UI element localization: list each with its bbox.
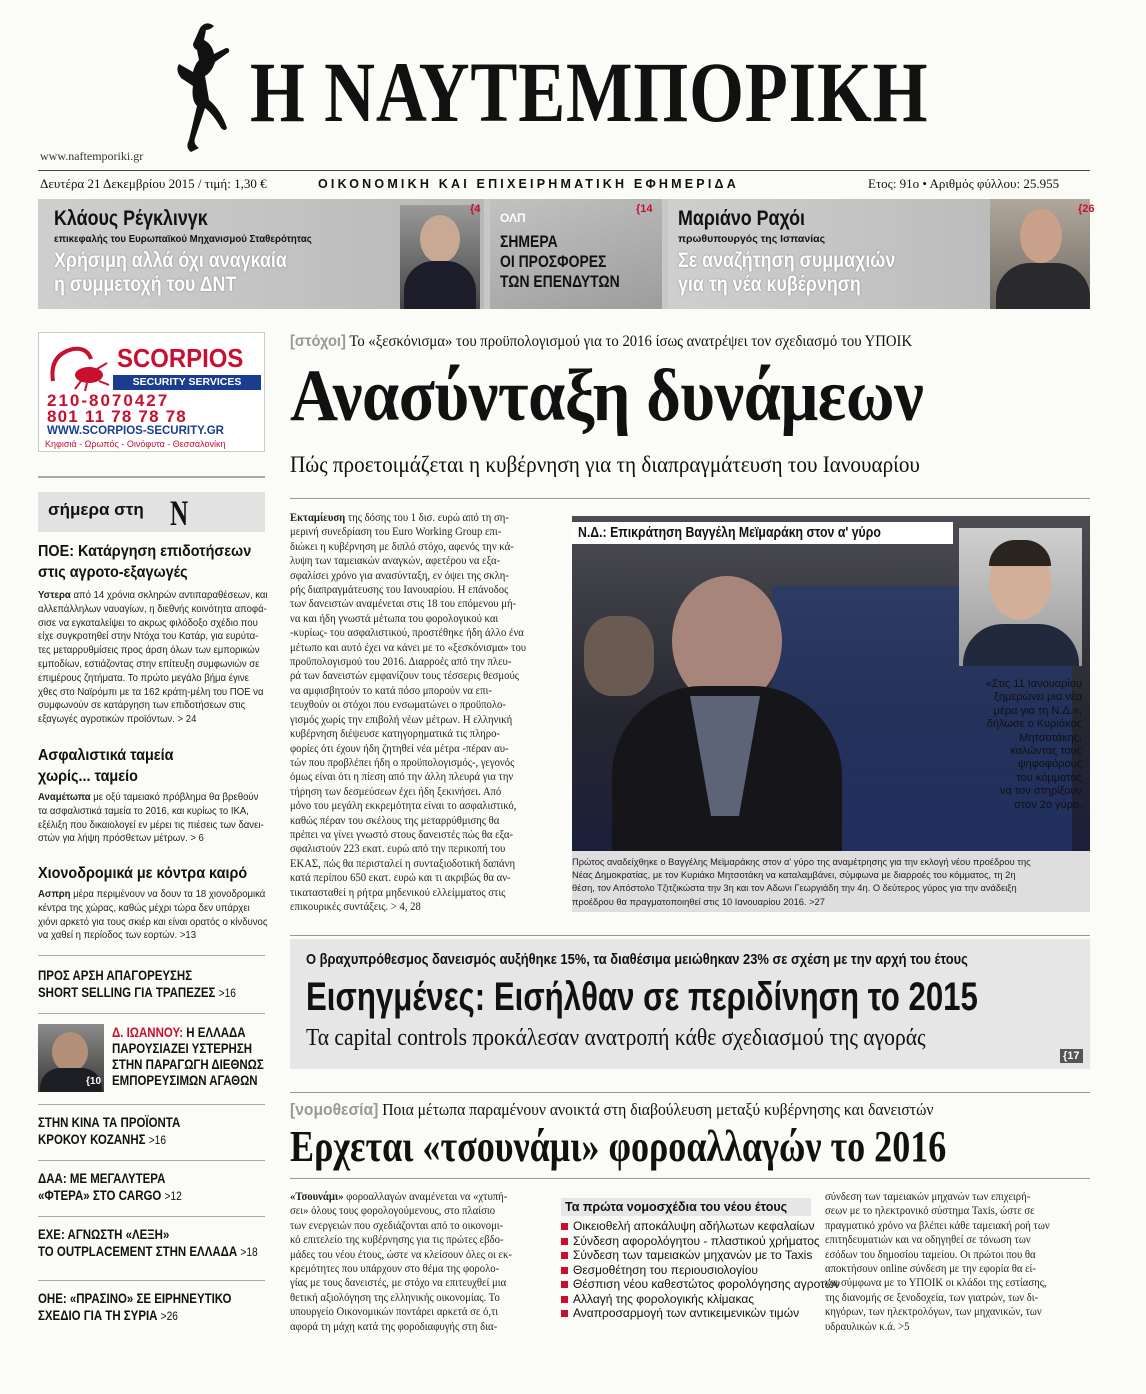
tax-body-line: κό επιτελείο της κυβέρνησης για τις πρώτες εβδο-: [290, 1233, 504, 1247]
ioannou-text: ΣΤΗΝ ΠΑΡΑΓΩΓΗ ΔΙΕΘΝΩΣ: [112, 1057, 264, 1072]
tax-body-right: [825, 1190, 1090, 1334]
today-in-n: [38, 492, 265, 532]
promo-regling-page: {4: [470, 203, 481, 215]
story-body-line: τες μεταρρυθμίσεις προς άρση όλων των εμπορικών: [38, 645, 260, 657]
issue-date-price: Δευτέρα 21 Δεκεμβρίου 2015 / τιμή: 1,30 €: [40, 176, 267, 191]
teaser-line: [38, 984, 236, 1002]
today-label: σήμερα στη: [48, 500, 144, 519]
quote-line: να τον στηρίξουν: [1000, 785, 1082, 798]
tax-body-line: θετική αξιολόγηση της ελληνικής οικονομίας. Το: [290, 1290, 500, 1304]
sidebar-story-2[interactable]: [38, 747, 265, 846]
lead-body-line: των δανειστών αναμένεται στις 18 του επόμενου μή-: [290, 597, 517, 611]
tax-list-item: Οικειοθελή αποκάλυψη αδήλωτων κεφαλαίων: [561, 1219, 811, 1234]
lead-body-line: όμως είναι ότι η πίεση από την άλλη πλευρά για την: [290, 770, 514, 784]
masthead-subtitle: ΟΙΚΟΝΟΜΙΚΗ ΚΑΙ ΕΠΙΧΕΙΡΗΜΑΤΙΚΗ ΕΦΗΜΕΡΙΔΑ: [318, 177, 739, 191]
promo-olp-headline-3: ΤΩΝ ΕΠΕΝΔΥΤΩΝ: [500, 272, 620, 291]
promo-regling-name: Κλάους Ρέγκλινγκ: [54, 207, 208, 230]
photo-banner: [572, 522, 953, 544]
listed-headline: Εισηγμένες: Εισήλθαν σε περιδίνηση το 2015: [306, 975, 978, 1019]
scorpios-ad[interactable]: [38, 332, 265, 452]
tax-body-line: σει» όλους τους φορολογούμενους, στο πλαίσιο: [290, 1204, 496, 1218]
lead-body-line: τών που προβλέπει ήδη ο προϋπολογισμός-, γεγονός: [290, 755, 515, 769]
teaser-outplacement[interactable]: [38, 1226, 296, 1261]
teaser-short-selling[interactable]: [38, 967, 271, 1002]
lead-body-line: φορίες ότι έχουν ήδη ζητηθεί νέα μέτρα -πέραν αυ-: [290, 741, 509, 755]
story-body-line: είχε συγκροτηθεί στην Ντόχα του Κατάρ, για ευρύτα-: [38, 631, 259, 643]
tax-body-line: μάδες του νέου έτους, ώστε να κλείσουν όλες οι εκ-: [290, 1247, 512, 1261]
lead-body-line: λυψη των ταμειακών αναγκών, αφετέρου να εξα-: [290, 554, 501, 568]
ioannou-page: {10: [86, 1076, 102, 1087]
teaser-page: >12: [164, 1189, 182, 1203]
top-strip: [38, 199, 1095, 309]
lead-body-line: διώκει η κυβέρνηση με διπλό στόχο, αφενός την κά-: [290, 539, 514, 553]
tax-list-item: Αναπροσαρμογή των αντικειμενικών τιμών: [561, 1306, 811, 1321]
tax-bills-list: [561, 1198, 841, 1321]
teaser-line: ΠΡΟΣ ΑΡΣΗ ΑΠΑΓΟΡΕΥΣΗΣ: [38, 968, 193, 983]
tax-body-line: υπουργείο Οικονομικών ποντάρει αρκετά σε ό,τι: [290, 1305, 499, 1319]
story-body-line: χιόνι αρκετό για τους σκιέρ και είναι ορατός ο κίνδυνος: [38, 916, 268, 928]
listed-kicker: Ο βραχυπρόθεσμος δανεισμός αυξήθηκε 15%, τα διαθέσιμα μειώθηκαν 23% σε σχέση με την αρχή του έτους: [306, 951, 968, 968]
tax-tag: [νομοθεσία]: [290, 1100, 379, 1119]
ioannou-text: Η ΕΛΛΑΔΑ: [186, 1025, 246, 1040]
story-body-line: συμφωνούν σε κατάργηση των επιδοτήσεων στις: [38, 700, 246, 712]
quote-line: στον 2ο γύρο.: [1014, 798, 1082, 811]
quote-line: του κόμματος: [1016, 771, 1082, 784]
promo-regling-role: επικεφαλής του Ευρωπαϊκού Μηχανισμού Σταθερότητας: [54, 233, 312, 245]
tax-kicker-text: Ποια μέτωπα παραμένουν ανοικτά στη διαβούλευση μεταξύ κυβέρνησης και δανειστών: [382, 1100, 934, 1119]
ioannou-text: ΠΑΡΟΥΣΙΑΖΕΙ ΥΣΤΕΡΗΣΗ: [112, 1041, 252, 1056]
story-body-line: αλλεπάλληλων ναυαγίων, η διεθνής κοινότητα αποφά-: [38, 603, 267, 615]
ad-phone-2: 801 11 78 78 78: [47, 407, 187, 426]
ad-url[interactable]: WWW.SCORPIOS-SECURITY.GR: [47, 425, 224, 437]
tax-list-item: Σύνδεση των ταμειακών μηχανών με το Taxis: [561, 1248, 811, 1263]
lead-body-line: μέτωπο και αυτό έχει να κάνει με το «ξεσκόνισμα» του: [290, 640, 527, 654]
promo-olp-headline-2: ΟΙ ΠΡΟΣΦΟΡΕΣ: [500, 252, 607, 271]
tax-body-left: [290, 1190, 548, 1334]
quote-line: μέρα για τη Ν.Δ.»,: [993, 704, 1082, 717]
tax-body-line: εσόδων του δημοσίου ταμείου. Οι πρώτοι που θα: [825, 1247, 1036, 1261]
story-title: χωρίς... ταμείο: [38, 768, 138, 785]
lead-body-line: να αμφισβητούν το κατά πόσο μπορούν να επι-: [290, 683, 492, 697]
story-body: [38, 791, 265, 846]
story-body-line: επιμέρους ζητήματα. Το πρώτο μεγάλο βήμα έγινε: [38, 672, 249, 684]
promo-rajoy-headline-1: Σε αναζήτηση συμμαχιών: [678, 249, 896, 272]
tax-list-item: Θέσπιση νέου καθεστώτος φορολόγησης αγροτών: [561, 1277, 811, 1292]
story-title: Χιονοδρομικά με κόντρα καιρό: [38, 865, 248, 882]
promo-regling[interactable]: [38, 199, 484, 309]
issue-number: Ετος: 91ο • Αριθμός φύλλου: 25.955: [868, 176, 1060, 191]
lead-body: [290, 511, 558, 914]
lead-headline[interactable]: Ανασύνταξη δυνάμεων: [290, 355, 924, 437]
listed-page: {17: [1060, 1049, 1083, 1063]
masthead-title: Η ΝΑΥΤΕΜΠΟΡΙΚΗ: [250, 44, 929, 140]
tax-body-line: των ενεργειών που σχεδιάζονται από το οικονομι-: [290, 1218, 504, 1232]
teaser-line: ΣΤΗΝ ΚΙΝΑ ΤΑ ΠΡΟΪΟΝΤΑ: [38, 1115, 181, 1130]
story-body-line: εξαγωγές αγροτικών προϊόντων. > 24: [38, 714, 197, 726]
promo-rajoy[interactable]: [668, 199, 1095, 309]
quote-line: «Στις 11 Ιανουαρίου: [985, 678, 1082, 690]
photo-quote: [959, 678, 1082, 812]
tax-headline[interactable]: Ερχεται «τσουνάμι» φοροαλλαγών το 2016: [290, 1122, 947, 1171]
story-body: [38, 589, 268, 727]
story-body-line: σισε να εγκαταλείψει το ακρως φιλόδοξο σχέδιο που: [38, 617, 258, 629]
ad-phone-1: 210-8070427: [47, 391, 170, 410]
quote-line: Μητσοτάκης,: [1019, 731, 1082, 744]
teaser-text: ΚΡΟΚΟΥ ΚΟΖΑΝΗΣ: [38, 1132, 146, 1147]
lead-body-line: κυβέρνηση διέψευσε κατηγορηματικά τις πληρο-: [290, 727, 500, 741]
photo-box: [572, 516, 1090, 912]
scorpion-icon: [45, 341, 111, 395]
tax-body-line: σεων με το ηλεκτρονικό σύστημα Taxis, ώστε σε: [825, 1204, 1035, 1218]
promo-olp-label: ΟΛΠ: [500, 211, 526, 225]
lead-body-line: Εκταμίευση της δόσης του 1 δισ. ευρώ από τη ση-: [290, 511, 509, 524]
caption-line: Πρώτος αναδείχθηκε ο Βαγγέλης Μεϊμαράκης στον α' γύρο της αναμέτρησης για την εκλογή νέου προέδρου της: [572, 857, 1031, 868]
teaser-line: ΕΧΕ: ΑΓΝΩΣΤΗ «ΛΕΞΗ»: [38, 1227, 170, 1242]
hermes-logo: [160, 18, 240, 168]
tax-body-line: της διανομής σε ξενοδοχεία, των γιατρών, των δι-: [825, 1290, 1039, 1304]
story-body-line: κέντρα της χώρας, καθώς μέχρι τώρα δεν υπάρχει: [38, 902, 250, 914]
story-body-line: εξέλιξη που δικαιολογεί εν μέρει τις πιέσεις των δανει-: [38, 819, 264, 831]
lead-body-line: να και ήδη γνωστά μέτωπα του φορολογικού και: [290, 611, 499, 625]
story-title: Ασφαλιστικά ταμεία: [38, 747, 174, 764]
lead-body-line: τικατασταθεί η ρήτρα μηδενικού ελλείμματος στις: [290, 885, 506, 899]
teaser-text: ΤΟ OUTPLACEMENT ΣΤΗΝ ΕΛΛΑΔΑ: [38, 1244, 238, 1259]
story-title: ΠΟΕ: Κατάργηση επιδοτήσεων: [38, 543, 252, 560]
tax-body-line: κηγόρων, των ηλεκτρολόγων, των μηχανικών, των: [825, 1305, 1042, 1319]
tax-body-line: πραγματικό χρόνο να βλέπει κάθε ταμειακή ροή των: [825, 1218, 1050, 1232]
tax-body-line: γίας με τους δανειστές, με στόχο να επιτευχθεί μια: [290, 1276, 507, 1290]
lead-body-line: γισμός χωρίς την επιβολή νέων μέτρων. Η ελληνική: [290, 712, 513, 726]
promo-rajoy-role: πρωθυπουργός της Ισπανίας: [678, 233, 826, 245]
lead-body-line: τευχθούν οι στόχοι που ενσωματώνει ο προϋπολο-: [290, 698, 506, 712]
teaser-syria[interactable]: [38, 1290, 266, 1325]
tax-body-line: αφορά τη μάχη κατά της φοροδιαφυγής στη δια-: [290, 1319, 498, 1333]
lead-body-line: κατά περίπου 650 εκατ. ευρώ και τι ακριβώς θα αν-: [290, 871, 511, 885]
photo-banner-text: Ν.Δ.: Επικράτηση Βαγγέλη Μεϊμαράκη στον α' γύρο: [578, 524, 881, 541]
lead-body-line: σφαλίσει χρόνο για ανασύνταξη, εν όψει της σκλη-: [290, 568, 509, 582]
quote-line: καλώντας τους: [1010, 745, 1082, 758]
ioannou-box[interactable]: [38, 1020, 265, 1094]
mitsotakis-photo: [959, 528, 1082, 666]
teaser-line: [38, 1187, 182, 1205]
ad-brand: SCORPIOS: [117, 343, 244, 373]
lead-subheadline: Πώς προετοιμάζεται η κυβέρνηση για τη διαπραγμάτευση του Ιανουαρίου: [290, 452, 920, 477]
regling-photo: [400, 205, 480, 309]
lead-body-line: -κυρίως- του ασφαλιστικού, προστέθηκε ήδη άλλο ένα: [290, 626, 524, 640]
teaser-page: >18: [240, 1245, 258, 1259]
promo-olp[interactable]: [490, 199, 662, 309]
tax-body-line: ναι σύμφωνα με το ΥΠΟΙΚ οι κλάδοι της εστίασης,: [825, 1276, 1047, 1290]
lead-body-line: προϋπολογισμού του 2016. Διαρροές από την πλευ-: [290, 655, 512, 669]
teaser-text: «ΦΤΕΡΑ» ΣΤΟ CARGO: [38, 1188, 162, 1203]
lead-body-line: ρής διαπραγμάτευσης του Ιανουαρίου. Η επάνοδος: [290, 583, 509, 597]
promo-regling-headline-2: η συμμετοχή του ΔΝΤ: [54, 273, 237, 296]
tax-list-item: Θεσμοθέτηση του περιουσιολογίου: [561, 1263, 811, 1278]
ioannou-photo: [38, 1024, 104, 1092]
teaser-line: [38, 1243, 258, 1261]
lead-body-line: μερινή συνεδρίαση του Euro Working Group επι-: [290, 525, 502, 539]
ad-locations: Κηφισιά - Ωρωπός - Οινόφυτα - Θεσσαλονίκη: [45, 439, 226, 449]
tax-body-line: «Τσουνάμι» φοροαλλαγών αναμένεται να «χτυπή-: [290, 1190, 508, 1203]
tax-list-item: Αλλαγή της φορολογικής κλίμακας: [561, 1292, 811, 1307]
lead-body-line: τήρηση των δεσμεύσεων έχει ήδη ξεκινήσει. Από: [290, 784, 502, 798]
story-body-line: εμποδίων, εστιάζοντας στην επίτευξη συμφωνιών σε: [38, 658, 260, 670]
tax-kicker: [290, 1100, 933, 1120]
tax-list-title: Τα πρώτα νομοσχέδια του νέου έτους: [561, 1198, 811, 1216]
quote-line: ξημερώνει μια νέα: [994, 691, 1082, 704]
lead-body-line: ρά των δανειστών εμφανίζουν τους τέσσερις θεσμούς: [290, 669, 519, 683]
lead-kicker: [290, 333, 912, 351]
teaser-text: SHORT SELLING ΓΙΑ ΤΡΑΠΕΖΕΣ: [38, 985, 216, 1000]
caption-line: θέση, τον Απόστολο Τζιτζικώστα την 3η και τον Αδωνι Γεωργιάδη την 4η. Ο δεύτερος γύρος για την ανάδειξη: [572, 883, 1017, 895]
promo-regling-headline-1: Χρήσιμη αλλά όχι αναγκαία: [54, 249, 287, 272]
story-title: στις αγροτο-εξαγωγές: [38, 564, 188, 581]
rajoy-photo: [990, 199, 1090, 309]
quote-line: δήλωσε ο Κυριάκος: [986, 718, 1082, 731]
ioannou-name: Δ. ΙΩΑΝΝΟΥ:: [112, 1025, 184, 1040]
ad-tagline: SECURITY SERVICES: [113, 375, 261, 390]
ioannou-text: ΕΜΠΟΡΕΥΣΙΜΩΝ ΑΓΑΘΩΝ: [112, 1073, 258, 1088]
listed-subheadline: Τα capital controls προκάλεσαν ανατροπή κάθε σχεδιασμού της αγοράς: [306, 1025, 926, 1051]
n-logo: N: [170, 493, 189, 533]
story-body-line: Υστερα από 14 χρόνια σκληρών αντιπαραθέσεων, και: [38, 590, 268, 601]
teaser-line: [38, 1131, 180, 1149]
lead-body-line: επικουρικές συντάξεις. > 4, 28: [290, 899, 421, 913]
teaser-line: ΔΑΑ: ΜΕ ΜΕΓΑΛΥΤΕΡΑ: [38, 1171, 166, 1186]
story-body-line: στών για λήψη πρόσθετων μέτρων. > 6: [38, 833, 204, 845]
lead-kicker-text: Το «ξεσκόνισμα» του προϋπολογισμού για το 2016 ίσως ανατρέψει τον σχεδιασμό του ΥΠΟΙΚ: [349, 333, 913, 350]
promo-rajoy-name: Μαριάνο Ραχόι: [678, 207, 805, 230]
teaser-page: >16: [148, 1133, 167, 1147]
promo-rajoy-headline-2: για τη νέα κυβέρνηση: [678, 273, 861, 296]
teaser-cargo[interactable]: [38, 1170, 207, 1205]
story-body-line: τα ασφαλιστικά ταμεία το 2016, και κυρίως το ΙΚΑ,: [38, 805, 249, 817]
sidebar-story-3[interactable]: [38, 865, 268, 943]
lead-body-line: ΕΚΑΣ, πώς θα περισταλεί η συνταξιοδοτική δαπάνη: [290, 856, 516, 870]
teaser-kozani[interactable]: [38, 1114, 205, 1149]
quote-line: ψηφοφόρους: [1017, 758, 1082, 771]
promo-rajoy-page: {26: [1078, 203, 1095, 215]
story-body-line: χθες στο Ναϊρόμπι με τα 162 κράτη-μέλη του ΠΟΕ να: [38, 686, 264, 698]
tax-body-line: αποκτήσουν online σύνδεση με την εφορία θα εί-: [825, 1262, 1036, 1276]
caption-line: προέδρου θα πραγματοποιηθεί στις 10 Ιανουαρίου 2016. >27: [572, 896, 825, 908]
tax-body-line: υδραυλικών κ.ά. >5: [825, 1319, 910, 1333]
lead-body-line: σφαλιστούν 223 εκατ. ευρώ από την περικοπή του: [290, 842, 506, 856]
tax-body-line: κρεμότητες που υπάρχουν στο θέμα της φορολο-: [290, 1262, 500, 1276]
promo-olp-headline-1: ΣΗΜΕΡΑ: [500, 232, 558, 251]
sidebar-story-1[interactable]: [38, 543, 268, 727]
lead-body-line: μόνο του μεγάλη εκκρεμότητα είναι το ασφαλιστικό,: [290, 799, 517, 813]
promo-olp-page: {14: [636, 203, 653, 215]
tax-body-line: επιτηδευματιών και να οδηγηθεί σε τόνωση των: [825, 1233, 1031, 1247]
website-url[interactable]: www.naftemporiki.gr: [40, 149, 144, 163]
story-body: [38, 888, 268, 943]
lead-tag: [στόχοι]: [290, 333, 346, 350]
caption-line: Νέας Δημοκρατίας, με τον Κυριάκο Μητσοτάκη να καταλαμβάνει, σύμφωνα με διαρροές του κόμματος, τη 2η: [572, 870, 1016, 882]
tax-list-item: Σύνδεση αφορολόγητου - πλαστικού χρήματος: [561, 1234, 811, 1249]
listed-box[interactable]: [290, 939, 1090, 1069]
photo-caption: [572, 856, 1090, 909]
story-body-line: να χαθεί η περίοδος των εορτών. >13: [38, 930, 197, 942]
teaser-text: ΣΧΕΔΙΟ ΓΙΑ ΤΗ ΣΥΡΙΑ: [38, 1308, 158, 1323]
lead-body-line: καθώς πέραν του σκέλους της μεταρρύθμισης θα: [290, 813, 500, 827]
lead-body-line: πρέπει να γίνει γνωστό στους δανειστές πώς θα εξα-: [290, 827, 514, 841]
teaser-page: >26: [160, 1309, 178, 1323]
teaser-line: [38, 1307, 231, 1325]
story-body-line: Ασπρη μέρα περιμένουν να δουν τα 18 χιονοδρομικά: [38, 889, 266, 900]
story-body-line: Αναμέτωπα με οξύ ταμειακό πρόβλημα θα βρεθούν: [38, 792, 259, 803]
tax-body-line: σύνδεση των ταμειακών μηχανών των επιχειρή-: [825, 1190, 1031, 1203]
teaser-page: >16: [218, 986, 236, 1000]
teaser-line: ΟΗΕ: «ΠΡΑΣΙΝΟ» ΣΕ ΕΙΡΗΝΕΥΤΙΚΟ: [38, 1291, 232, 1306]
